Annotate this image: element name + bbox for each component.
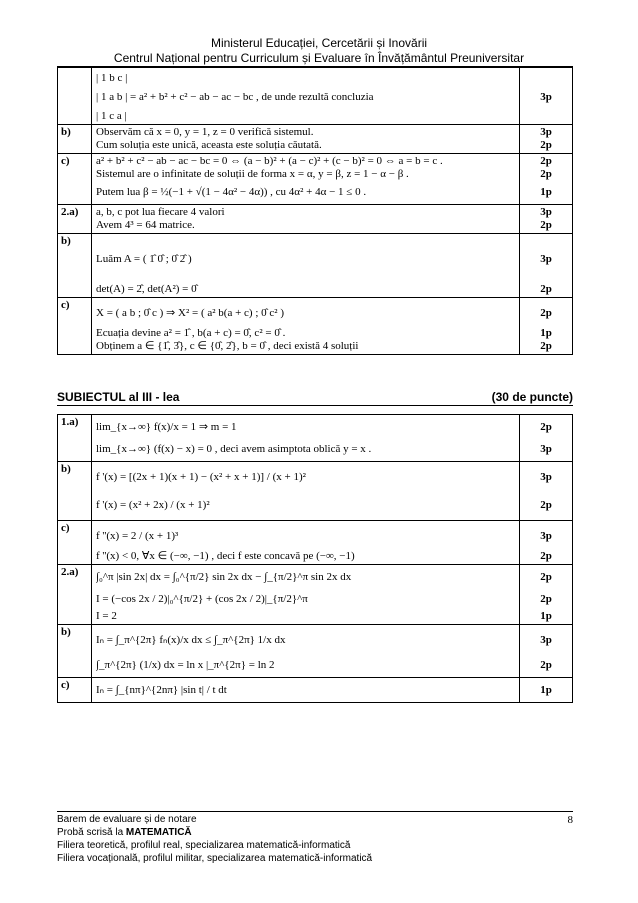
points-value: 2p bbox=[540, 550, 552, 562]
points-cell bbox=[520, 462, 573, 521]
points-value: 2p bbox=[540, 659, 552, 671]
table-row bbox=[58, 678, 573, 703]
footer-title: Barem de evaluare și de notare bbox=[57, 814, 197, 825]
solution-cell bbox=[92, 234, 520, 298]
solution-line: f ''(x) = 2 / (x + 1)³ bbox=[96, 530, 179, 542]
solution-line: | 1 c a | bbox=[96, 110, 127, 122]
points-value: 2p bbox=[540, 340, 552, 352]
points-cell bbox=[520, 234, 573, 298]
solution-line: lim_{x→∞} f(x)/x = 1 ⇒ m = 1 bbox=[96, 421, 237, 433]
section-points: (30 de puncte) bbox=[491, 390, 573, 404]
table-row bbox=[58, 125, 573, 154]
points-value: 2p bbox=[540, 307, 552, 319]
points-value: 1p bbox=[540, 610, 552, 622]
points-value: 2p bbox=[540, 219, 552, 231]
solution-cell bbox=[92, 625, 520, 678]
header-center: Centrul Național pentru Curriculum și Evaluare în Învățământul Preuniversitar bbox=[113, 51, 525, 65]
solution-cell bbox=[92, 298, 520, 355]
page-number: 8 bbox=[567, 814, 573, 826]
item-label: 2.a) bbox=[58, 205, 92, 234]
points-value: 3p bbox=[540, 530, 552, 542]
solution-line: Sistemul are o infinitate de soluții de forma x = α, y = β, z = 1 − α − β . bbox=[96, 168, 409, 180]
section-title: SUBIECTUL al III - lea bbox=[57, 390, 180, 404]
solution-line: f '(x) = [(2x + 1)(x + 1) − (x² + x + 1)] / (x + 1)² bbox=[96, 471, 306, 483]
points-cell bbox=[520, 298, 573, 355]
solution-line: a, b, c pot lua fiecare 4 valori bbox=[96, 206, 225, 218]
points-value: 3p bbox=[540, 443, 552, 455]
solution-cell bbox=[92, 521, 520, 565]
solution-line: | 1 a b | = a² + b² + c² − ab − ac − bc , de unde rezultă concluzia bbox=[96, 91, 374, 103]
solution-cell bbox=[92, 154, 520, 205]
item-label: b) bbox=[58, 462, 92, 521]
solution-line: lim_{x→∞} (f(x) − x) = 0 , deci avem asimptota oblică y = x . bbox=[96, 443, 372, 455]
solution-line: Observăm că x = 0, y = 1, z = 0 verifică sistemul. bbox=[96, 126, 314, 138]
solution-line: f ''(x) < 0, ∀x ∈ (−∞, −1) , deci f este concavă pe (−∞, −1) bbox=[96, 550, 355, 562]
points-value: 3p bbox=[540, 634, 552, 646]
solution-line: | 1 b c | bbox=[96, 72, 128, 84]
solution-cell bbox=[92, 565, 520, 625]
points-value: 3p bbox=[540, 91, 552, 103]
points-cell bbox=[520, 205, 573, 234]
points-value: 3p bbox=[540, 206, 552, 218]
points-cell bbox=[520, 154, 573, 205]
solution-line: X = ( a b ; 0̂ c ) ⇒ X² = ( a² b(a + c) ; 0̂ c² ) bbox=[96, 307, 284, 319]
footer-subject-prefix: Probă scrisă la bbox=[57, 827, 126, 838]
points-value: 1p bbox=[540, 684, 552, 696]
table-row bbox=[58, 625, 573, 678]
points-cell bbox=[520, 125, 573, 154]
table-row bbox=[58, 154, 573, 205]
solution-line: Obținem a ∈ {1̂, 3̂}, c ∈ {0̂, 2̂}, b = 0̂ , deci există 4 soluții bbox=[96, 340, 359, 352]
points-value: 2p bbox=[540, 168, 552, 180]
solution-line: ∫₀^π |sin 2x| dx = ∫₀^{π/2} sin 2x dx − ∫_{π/2}^π sin 2x dx bbox=[96, 571, 352, 583]
solution-line bbox=[96, 270, 515, 283]
points-value: 2p bbox=[540, 139, 552, 151]
item-label: c) bbox=[58, 298, 92, 355]
points-value bbox=[524, 235, 568, 248]
points-cell bbox=[520, 415, 573, 462]
item-label: c) bbox=[58, 154, 92, 205]
points-value: 2p bbox=[540, 283, 552, 295]
solution-cell bbox=[92, 415, 520, 462]
solution-line: a² + b² + c² − ab − ac − bc = 0 ⇔ (a − b)² + (a − c)² + (c − b)² = 0 ⇔ a = b = c . bbox=[96, 155, 443, 167]
table-row bbox=[58, 234, 573, 298]
points-value: 1p bbox=[540, 186, 552, 198]
solution-line: Putem lua β = ½(−1 + √(1 − 4α² − 4α)) , cu 4α² + 4α − 1 ≤ 0 . bbox=[96, 186, 367, 198]
grading-table-bottom bbox=[57, 414, 573, 703]
points-value: 2p bbox=[540, 421, 552, 433]
table-row bbox=[58, 462, 573, 521]
points-cell bbox=[520, 521, 573, 565]
points-cell bbox=[520, 565, 573, 625]
points-value: 3p bbox=[540, 471, 552, 483]
solution-cell bbox=[92, 678, 520, 703]
solution-cell bbox=[92, 125, 520, 154]
points-value: 3p bbox=[540, 253, 552, 265]
table-row bbox=[58, 205, 573, 234]
table-row bbox=[58, 565, 573, 625]
table-row bbox=[58, 521, 573, 565]
solution-line: Ecuația devine a² = 1̂ , b(a + c) = 0̂, c² = 0̂ . bbox=[96, 327, 286, 339]
points-cell bbox=[520, 678, 573, 703]
points-value bbox=[524, 110, 568, 123]
footer-track-theoretical: Filiera teoretică, profilul real, specializarea matematică-informatică bbox=[57, 840, 351, 851]
solution-line: Avem 4³ = 64 matrice. bbox=[96, 219, 195, 231]
points-value: 1p bbox=[540, 327, 552, 339]
solution-cell bbox=[92, 205, 520, 234]
solution-line bbox=[96, 235, 515, 248]
solution-line: Cum soluția este unică, aceasta este soluția căutată. bbox=[96, 139, 322, 151]
points-value: 2p bbox=[540, 499, 552, 511]
solution-cell bbox=[92, 68, 520, 125]
solution-cell bbox=[92, 462, 520, 521]
solution-line: det(A) = 2̂, det(A²) = 0̂ bbox=[96, 283, 197, 295]
solution-line: ∫_π^{2π} (1/x) dx = ln x |_π^{2π} = ln 2 bbox=[96, 659, 275, 671]
points-value: 3p bbox=[540, 126, 552, 138]
points-value: 2p bbox=[540, 571, 552, 583]
points-value bbox=[524, 270, 568, 283]
item-label: 1.a) bbox=[58, 415, 92, 462]
footer-rule bbox=[57, 811, 573, 812]
item-label bbox=[58, 68, 92, 125]
section-heading bbox=[57, 390, 573, 404]
item-label: b) bbox=[58, 234, 92, 298]
table-row bbox=[58, 298, 573, 355]
footer-track-vocational: Filiera vocațională, profilul militar, specializarea matematică-informatică bbox=[57, 853, 373, 864]
grading-table-top bbox=[57, 67, 573, 355]
solution-line: f '(x) = (x² + 2x) / (x + 1)² bbox=[96, 499, 210, 511]
table-row bbox=[58, 415, 573, 462]
footer-subject-name: MATEMATICĂ bbox=[125, 827, 192, 838]
solution-line: Iₙ = ∫_π^{2π} fₙ(x)/x dx ≤ ∫_π^{2π} 1/x dx bbox=[96, 634, 286, 646]
table-row bbox=[58, 68, 573, 125]
points-cell bbox=[520, 625, 573, 678]
points-value bbox=[524, 72, 568, 85]
solution-line: Luăm A = ( 1̂ 0̂ ; 0̂ 2̂ ) bbox=[96, 253, 192, 265]
footer-subject bbox=[57, 827, 192, 838]
header-ministry: Ministerul Educației, Cercetării și Inovării bbox=[210, 36, 428, 50]
points-value: 2p bbox=[540, 593, 552, 605]
item-label: b) bbox=[58, 125, 92, 154]
points-value: 2p bbox=[540, 155, 552, 167]
points-cell bbox=[520, 68, 573, 125]
item-label: 2.a) bbox=[58, 565, 92, 625]
solution-line: Iₙ = ∫_{nπ}^{2nπ} |sin t| / t dt bbox=[96, 684, 227, 696]
section-rule bbox=[57, 405, 573, 406]
item-label: c) bbox=[58, 678, 92, 703]
solution-line: I = 2 bbox=[96, 610, 117, 622]
item-label: b) bbox=[58, 625, 92, 678]
solution-line: I = (−cos 2x / 2)|₀^{π/2} + (cos 2x / 2)|_{π/2}^π bbox=[96, 593, 308, 605]
item-label: c) bbox=[58, 521, 92, 565]
